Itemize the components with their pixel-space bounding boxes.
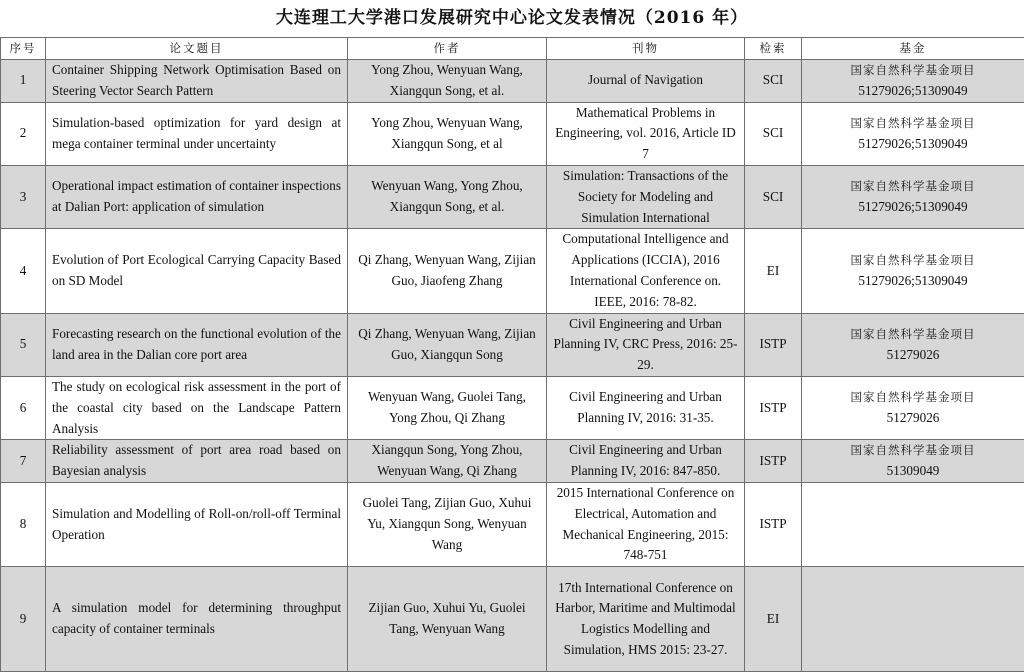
fund-name: 国家自然科学基金项目 (851, 443, 976, 457)
cell-fund (802, 313, 1024, 376)
cell-no: 4 (1, 229, 46, 313)
table-row (1, 567, 1024, 672)
table-row (1, 313, 1024, 376)
fund-name: 国家自然科学基金项目 (851, 179, 976, 193)
cell-fund (802, 102, 1024, 165)
cell-title: Reliability assessment of port area road based on Bayesian analysis (46, 440, 348, 483)
cell-index: ISTP (745, 482, 802, 566)
cell-index: ISTP (745, 440, 802, 483)
cell-fund (802, 482, 1024, 566)
header-journal: 刊物 (547, 38, 745, 60)
cell-index: SCI (745, 102, 802, 165)
header-index: 检索 (745, 38, 802, 60)
cell-title: Container Shipping Network Optimisation Based on Steering Vector Search Pattern (46, 60, 348, 103)
fund-name: 国家自然科学基金项目 (851, 327, 976, 341)
table-row (1, 102, 1024, 165)
cell-title: The study on ecological risk assessment in the port of the coastal city based on the Landscape Pattern Analysis (46, 376, 348, 439)
cell-authors: Qi Zhang, Wenyuan Wang, Zijian Guo, Jiaofeng Zhang (348, 229, 547, 313)
cell-authors: Yong Zhou, Wenyuan Wang, Xiangqun Song, et al. (348, 60, 547, 103)
fund-code: 51279026 (887, 347, 940, 362)
cell-journal: Computational Intelligence and Applications (ICCIA), 2016 International Conference on. IEEE, 2016: 78-82. (547, 229, 745, 313)
cell-index: EI (745, 567, 802, 672)
cell-authors: Guolei Tang, Zijian Guo, Xuhui Yu, Xiangqun Song, Wenyuan Wang (348, 482, 547, 566)
cell-journal: 2015 International Conference on Electrical, Automation and Mechanical Engineering, 2015: 748-751 (547, 482, 745, 566)
cell-title: Evolution of Port Ecological Carrying Capacity Based on SD Model (46, 229, 348, 313)
cell-no: 3 (1, 165, 46, 228)
cell-fund (802, 440, 1024, 483)
cell-journal: Civil Engineering and Urban Planning IV, 2016: 31-35. (547, 376, 745, 439)
fund-code: 51309049 (887, 463, 940, 478)
table-row (1, 60, 1024, 103)
fund-code: 51279026;51309049 (858, 199, 967, 214)
table-row (1, 165, 1024, 228)
cell-journal: 17th International Conference on Harbor, Maritime and Multimodal Logistics Modelling and Simulation, HMS 2015: 23-27. (547, 567, 745, 672)
fund-code: 51279026;51309049 (858, 273, 967, 288)
fund-name: 国家自然科学基金项目 (851, 253, 976, 267)
cell-title: Simulation-based optimization for yard design at mega container terminal under uncertainty (46, 102, 348, 165)
fund-name: 国家自然科学基金项目 (851, 63, 976, 77)
cell-no: 2 (1, 102, 46, 165)
cell-authors: Qi Zhang, Wenyuan Wang, Zijian Guo, Xiangqun Song (348, 313, 547, 376)
page-title: 大连理工大学港口发展研究中心论文发表情况（2016 年） (0, 0, 1024, 36)
cell-no: 6 (1, 376, 46, 439)
cell-journal: Mathematical Problems in Engineering, vol. 2016, Article ID 7 (547, 102, 745, 165)
table-row (1, 482, 1024, 566)
cell-journal: Journal of Navigation (547, 60, 745, 103)
fund-code: 51279026 (887, 410, 940, 425)
cell-fund (802, 229, 1024, 313)
fund-code: 51279026;51309049 (858, 83, 967, 98)
cell-fund (802, 60, 1024, 103)
cell-authors: Wenyuan Wang, Guolei Tang, Yong Zhou, Qi Zhang (348, 376, 547, 439)
fund-code: 51279026;51309049 (858, 136, 967, 151)
cell-no: 7 (1, 440, 46, 483)
header-no: 序号 (1, 38, 46, 60)
cell-journal: Simulation: Transactions of the Society for Modeling and Simulation International (547, 165, 745, 228)
cell-index: ISTP (745, 313, 802, 376)
cell-title: Simulation and Modelling of Roll-on/roll-off Terminal Operation (46, 482, 348, 566)
cell-index: SCI (745, 60, 802, 103)
cell-journal: Civil Engineering and Urban Planning IV, 2016: 847-850. (547, 440, 745, 483)
fund-name: 国家自然科学基金项目 (851, 116, 976, 130)
cell-title: Forecasting research on the functional evolution of the land area in the Dalian core port area (46, 313, 348, 376)
cell-authors: Yong Zhou, Wenyuan Wang, Xiangqun Song, et al (348, 102, 547, 165)
cell-authors: Xiangqun Song, Yong Zhou, Wenyuan Wang, Qi Zhang (348, 440, 547, 483)
cell-no: 8 (1, 482, 46, 566)
table-header-row (1, 38, 1024, 60)
cell-journal: Civil Engineering and Urban Planning IV, CRC Press, 2016: 25-29. (547, 313, 745, 376)
cell-fund (802, 567, 1024, 672)
cell-index: ISTP (745, 376, 802, 439)
cell-title: A simulation model for determining throughput capacity of container terminals (46, 567, 348, 672)
table-row (1, 376, 1024, 439)
cell-title: Operational impact estimation of container inspections at Dalian Port: application of simulation (46, 165, 348, 228)
table-row (1, 440, 1024, 483)
table-row (1, 229, 1024, 313)
cell-index: EI (745, 229, 802, 313)
cell-authors: Wenyuan Wang, Yong Zhou, Xiangqun Song, et al. (348, 165, 547, 228)
cell-index: SCI (745, 165, 802, 228)
cell-fund (802, 165, 1024, 228)
cell-no: 1 (1, 60, 46, 103)
papers-table (0, 37, 1024, 672)
header-authors: 作者 (348, 38, 547, 60)
header-title: 论文题目 (46, 38, 348, 60)
cell-fund (802, 376, 1024, 439)
fund-name: 国家自然科学基金项目 (851, 390, 976, 404)
header-fund: 基金 (802, 38, 1024, 60)
cell-no: 5 (1, 313, 46, 376)
cell-no: 9 (1, 567, 46, 672)
cell-authors: Zijian Guo, Xuhui Yu, Guolei Tang, Wenyuan Wang (348, 567, 547, 672)
